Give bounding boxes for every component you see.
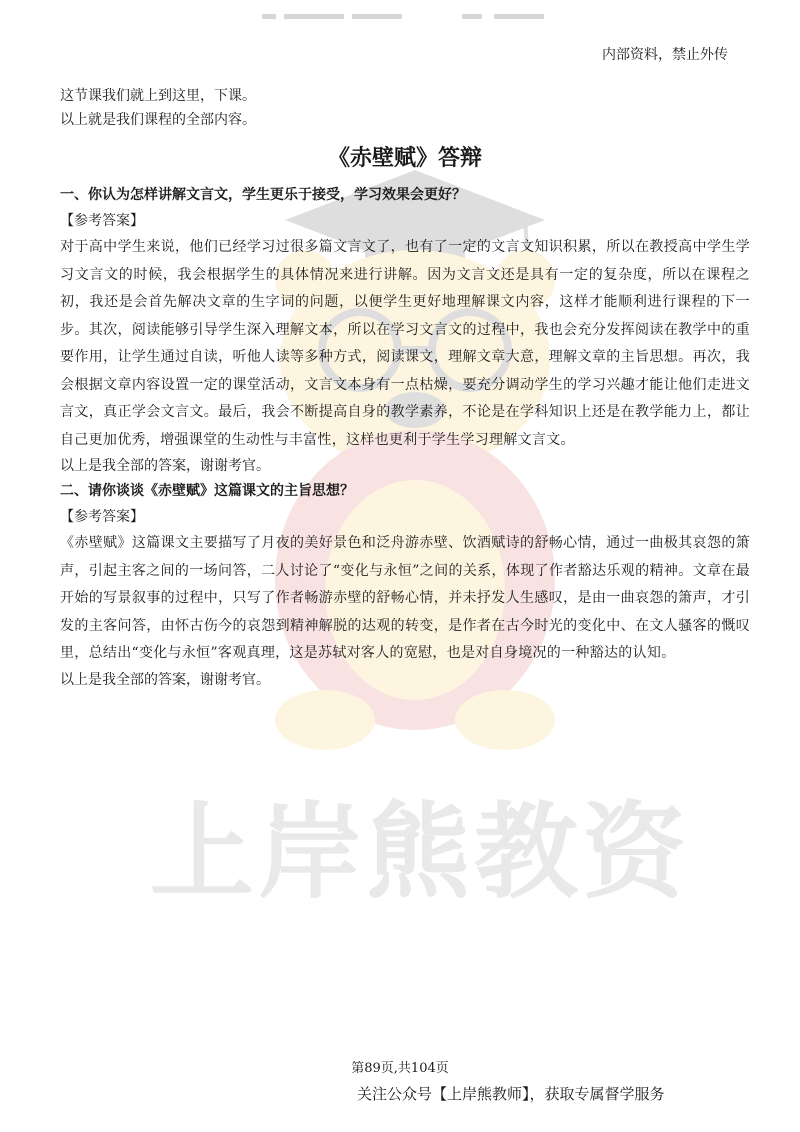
answer-paragraph: 对于高中学生来说，他们已经学习过很多篇文言文了，也有了一定的文言文知识积累，所以在教授高中学生学习文言文的时候，我会根据学生的具体情况来进行讲解。因为文言文还是具有一定的复杂度，所以在课程之初，我还是会首先解决文章的生字词的问题，以便学生更好地理解课文内容，这样才能顺利进行课程的下一步。其次，阅读能够引导学生深入理解文本，所以在学习文言文的过程中，我也会充分发挥阅读在教学中的重要作用，让学生通过自读，听他人读等多种方式，阅读课文，理解文章大意，理解文章的主旨思想。再次，我会根据文章内容设置一定的课堂活动，文言文本身有一点枯燥，要充分调动学生的学习兴趣才能让他们走进文言文，真正学会文言文。最后，我会不断提高自身的教学素养，不论是在学科知识上还是在教学能力上，都让自己更加优秀，增强课堂的生动性与丰富性，这样也更利于学生学习理解文言文。 (60, 239, 750, 448)
reference-answer-label: 【参考答案】 (60, 213, 144, 229)
confidential-note: 内部资料，禁止外传 (602, 47, 728, 63)
footer-promo-text: 关注公众号【上岸熊教师】，获取专属督学服务 (357, 1085, 665, 1103)
question-heading: 一、你认为怎样讲解文言文，学生更乐于接受，学习效果会更好？ (60, 187, 466, 203)
intro-line: 这节课我们就上到这里，下课。 (60, 88, 256, 104)
page-title: 《赤壁赋》答辩 (327, 145, 482, 171)
top-cutoff-marks (262, 10, 552, 22)
question-heading: 二、请你谈谈《赤壁赋》这篇课文的主旨思想？ (60, 483, 354, 499)
page-number: 第89页,共104页 (351, 1061, 449, 1076)
intro-line: 以上就是我们课程的全部内容。 (60, 112, 256, 128)
answer-closing: 以上是我全部的答案，谢谢考官。 (60, 458, 270, 474)
answer-paragraph: 《赤壁赋》这篇课文主要描写了月夜的美好景色和泛舟游赤壁、饮酒赋诗的舒畅心情，通过一曲极其哀怨的箫声，引起主客之间的一场问答，二人讨论了“变化与永恒”之间的关系，体现了作者豁达乐观的精神。文章在最开始的写景叙事的过程中，只写了作者畅游赤壁的舒畅心情，并未抒发人生感叹，是由一曲哀怨的箫声，才引发的主客问答，由怀古伤今的哀怨到精神解脱的达观的转变，是作者在古今时光的变化中、在文人骚客的慨叹里，总结出“变化与永恒”客观真理，这是苏轼对客人的宽慰，也是对自身境况的一种豁达的认知。 (60, 535, 750, 661)
document-body (60, 84, 750, 692)
answer-closing: 以上是我全部的答案，谢谢考官。 (60, 671, 270, 688)
reference-answer-label: 【参考答案】 (60, 509, 144, 525)
watermark-text: 上岸熊教资 (150, 791, 691, 913)
